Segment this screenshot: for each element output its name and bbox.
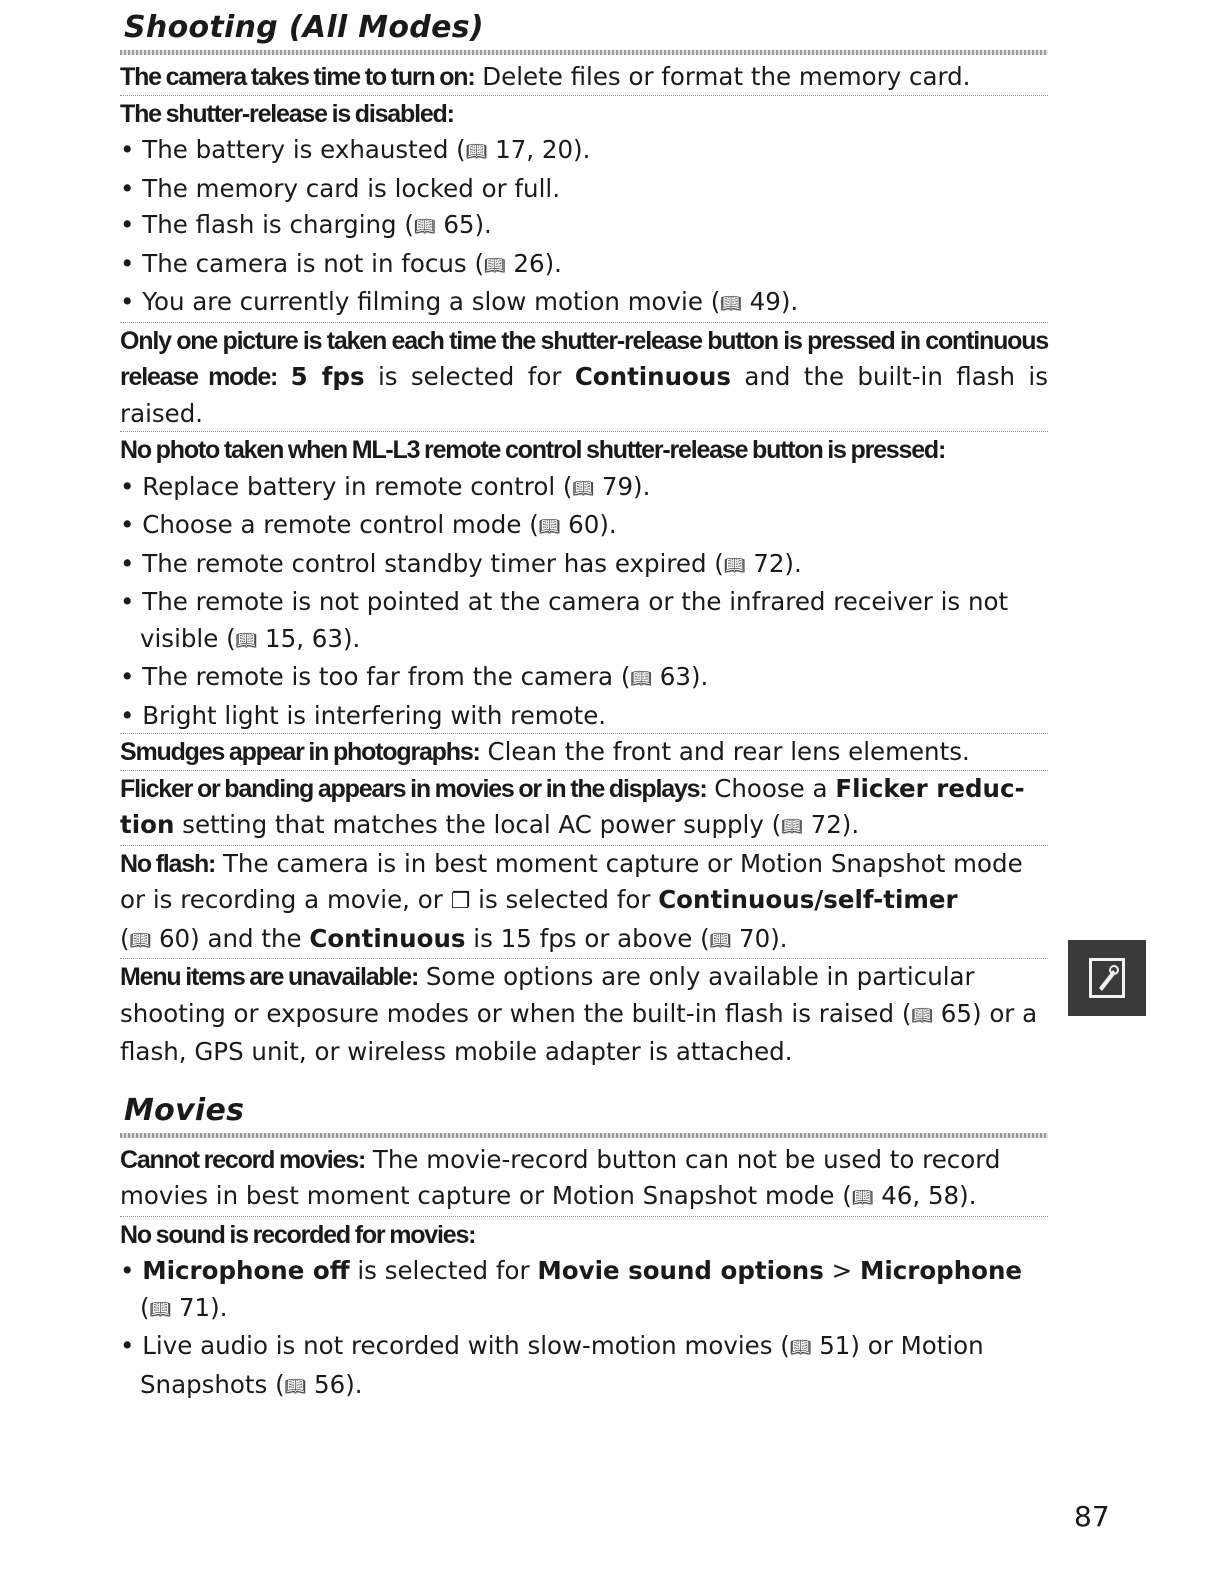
entry-no-sound [120,1217,1048,1406]
entry-text: setting that matches the local AC power supply ( [174,810,782,839]
list-item: • The remote is too far from the camera (📖︎ 63). [120,659,1048,698]
list-item: • Replace battery in remote control (📖︎ 79). [120,469,1048,508]
entry-term: The shutter-release is disabled [120,99,447,128]
entry-text: The movie-record button can not be used to record movies in best moment capture or Motion Snapshot mode ( [120,1144,1001,1210]
troubleshooting-icon [1089,958,1125,998]
bullet-text-card: The memory card is locked or full. [142,173,560,203]
entry-text: is selected for [364,362,575,391]
bullet-text-focus: The camera is not in focus (📖︎ 26). [142,248,562,278]
bullet-list [120,1253,1048,1405]
entry-text: ( [140,1292,150,1322]
page-ref: 72 [810,810,842,839]
entry-term: Only one picture is taken each time the shutter-release button is pressed in continuous release mode [120,326,1048,391]
entry-text: ( [120,923,130,953]
list-item: • The remote is not pointed at the camera or the infrared receiver is not visible (📖︎ 15, 63). [120,584,1048,659]
entry-text: Some options are only available in particular shooting or exposure modes or when the built-in flash is raised ( [120,962,975,1028]
entry-text: ) or a flash, GPS unit, or wireless mobile adapter is attached. [120,998,1038,1066]
entry-term: No photo taken when ML-L3 remote control shutter-release button is pressed [120,436,938,464]
entry-remote [120,432,1048,734]
page-content [120,8,1048,1405]
section-rule [120,1133,1048,1138]
entry-term: No flash [120,849,209,878]
book-reference-icon: 📖︎ [709,930,732,951]
entry-turn-on [120,59,1048,96]
entry-term-colon: : [270,363,278,391]
entry-term-colon: : [446,99,454,128]
entry-bold: Continuous [574,362,731,391]
book-reference-icon: 📖︎ [538,517,561,537]
section-title-shooting: Shooting (All Modes) [124,10,484,45]
book-reference-icon: 📖︎ [465,142,488,162]
entry-no-flash [120,846,1048,960]
book-reference-icon: 📖︎ [413,217,436,237]
book-reference-icon: 📖︎ [789,1338,812,1358]
entry-term: Flicker or banding appears in movies or in the displays [120,774,700,803]
entry-text: ) and the [190,923,310,953]
book-reference-icon: 📖︎ [284,1376,307,1397]
entry-text: ). [210,1292,228,1322]
entry-text: Clean the front and rear lens elements. [479,737,970,766]
entry-text: Live audio is not recorded with slow-motion movies ( [142,1331,790,1360]
page-ref: 71 [178,1292,211,1322]
list-item [120,207,1048,246]
bullet-list [120,132,1048,323]
entry-text: is selected for [470,885,659,914]
list-item: • Choose a remote control mode (📖︎ 60). [120,507,1048,546]
list-item [120,1328,1048,1405]
wrench-icon [1095,964,1119,992]
entry-text: and the built-in flash is raised. [120,362,1048,428]
entry-term-colon: : [208,849,216,878]
entry-text: ). [841,810,860,839]
page-ref: 46, 58 [881,1181,960,1210]
entry-term-colon: : [357,1145,366,1174]
book-reference-icon: 📖︎ [235,630,258,651]
list-item [120,132,1048,171]
section-spacer [120,1071,1048,1091]
bullet-text-flash: The flash is charging (📖︎ 65). [142,210,492,239]
entry-text: Delete files or format the memory card. [474,62,971,91]
page-ref: 65 [940,998,972,1028]
book-reference-icon: 📖︎ [129,930,152,951]
entry-menu-unavailable [120,959,1048,1071]
book-reference-icon: 📖︎ [723,555,746,576]
book-reference-icon: 📖︎ [484,255,506,276]
entry-text: ) or Motion Snapshots ( [140,1331,984,1399]
entry-term: Smudges appear in photographs [120,738,473,766]
book-reference-icon: 📖︎ [720,294,742,314]
entry-bold: 5 fps [290,362,365,391]
entry-text: is selected for [349,1256,538,1285]
page-ref: 51 [819,1331,851,1360]
section-title-movies: Movies [124,1092,245,1128]
entry-term-colon: : [472,738,480,766]
entry-one-picture [120,323,1048,433]
entry-bold: Continuous/self-timer [658,885,958,914]
continuous-shooting-icon: ❐ [450,889,471,914]
entry-text: ). [959,1181,977,1210]
entry-text: ). [770,923,788,953]
book-reference-icon: 📖︎ [149,1299,172,1320]
entry-shutter-disabled [120,96,1048,323]
entry-bold: Flicker reduc- tion [120,773,1025,839]
bullet-text: Bright light is interfering with remote. [142,700,607,730]
list-item [120,171,1048,208]
page-ref: 60 [158,923,191,953]
entry-smudges [120,734,1048,771]
troubleshooting-tab [1068,940,1146,1016]
list-item [120,698,1048,735]
bullet-list [120,469,1048,735]
book-reference-icon: 📖︎ [851,1188,874,1208]
entry-bold: Microphone [859,1256,1023,1285]
book-reference-icon: 📖︎ [781,817,803,837]
bullet-text-slowmo: You are currently filming a slow motion movie (📖︎ 49). [142,287,799,316]
entry-bold: Movie sound options [537,1256,824,1285]
entry-text: The camera is in best moment capture or Motion Snapshot mode or is recording a movie, or [120,848,1023,914]
page-number: 87 [1074,1500,1110,1533]
bullet-text-battery: The battery is exhausted (📖︎ 17, 20). [142,135,591,164]
entry-term: No sound is recorded for movies [120,1220,469,1249]
entry-text: is 15 fps or above ( [465,923,710,953]
book-reference-icon: 📖︎ [630,669,653,689]
entry-term: The camera takes time to turn on [120,63,468,91]
entry-term: Cannot record movies [120,1145,358,1174]
entry-text: > [823,1256,860,1285]
entry-cannot-record [120,1142,1048,1217]
page-ref: 70 [739,923,771,953]
entry-term-colon: : [699,774,707,803]
entry-term-colon: : [938,436,946,464]
entry-flicker [120,771,1048,846]
entry-term-colon: : [468,1220,476,1249]
entry-text: Choose a [706,773,836,803]
list-item [120,284,1048,323]
entry-bold: Microphone off [142,1256,350,1285]
book-reference-icon: 📖︎ [572,478,595,499]
entry-term-colon: : [410,963,419,991]
list-item [120,246,1048,285]
entry-text: ). [345,1369,363,1399]
entry-term-colon: : [467,63,475,91]
entry-term: Menu items are unavailable [120,963,411,991]
list-item [120,1253,1048,1328]
book-reference-icon: 📖︎ [911,1005,933,1026]
entry-bold: Continuous [309,923,466,953]
list-item: • The remote control standby timer has expired (📖︎ 72). [120,546,1048,585]
page-ref: 56 [314,1369,346,1399]
section-rule [120,50,1048,55]
